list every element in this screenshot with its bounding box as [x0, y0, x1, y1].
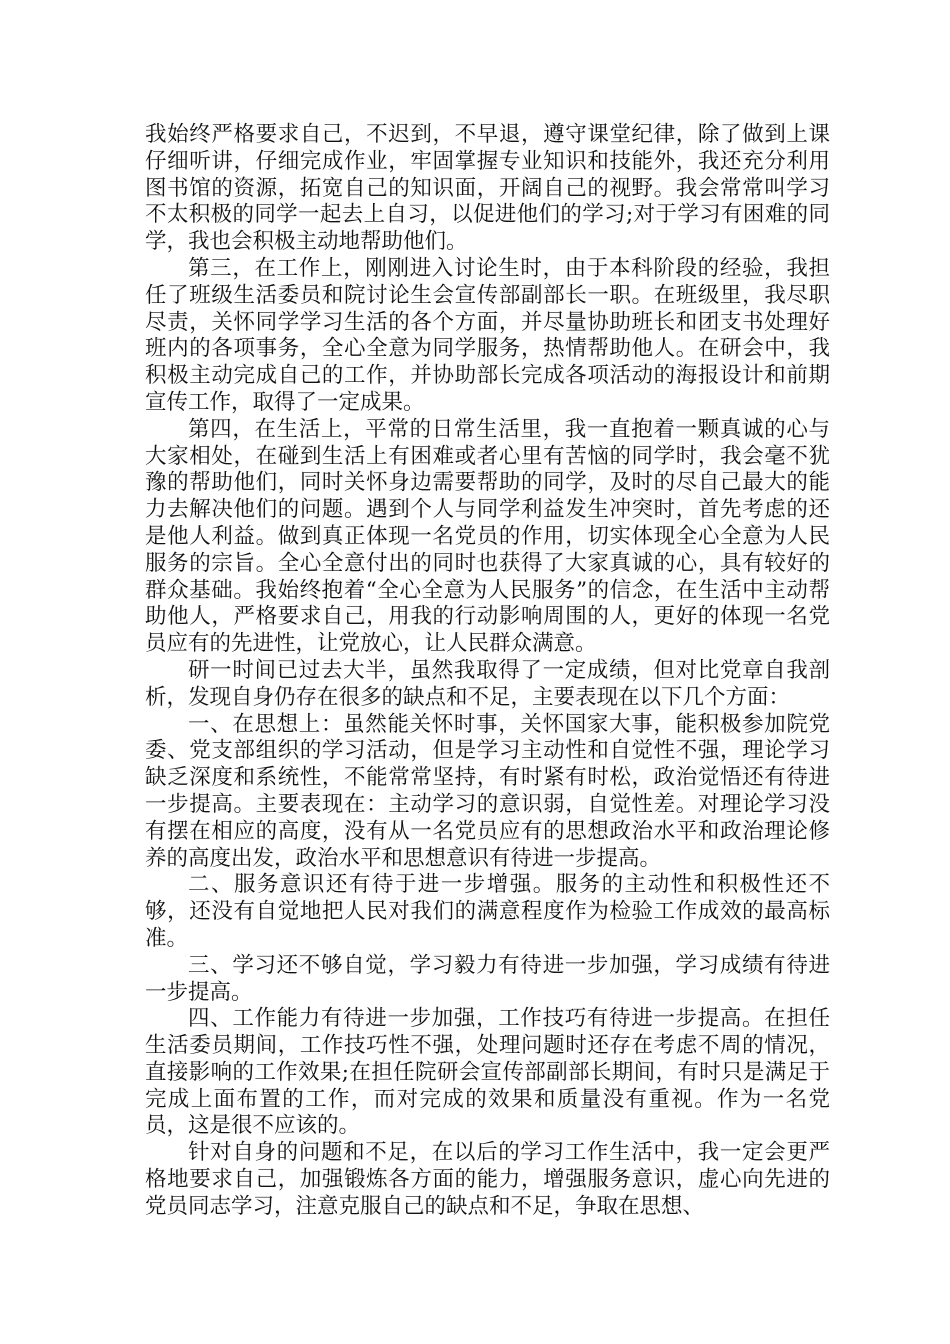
paragraph-shortcoming-thought: 一、在思想上：虽然能关怀时事，关怀国家大事，能积极参加院党委、党支部组织的学习活动，但是学习主动性和自觉性不强，理论学习缺乏深度和系统性，不能常常坚持，有时紧有时松，政治觉悟还有待进一步提高。主要表现在：主动学习的意识弱，自觉性差。对理论学习没有摆在相应的高度，没有从一名党员应有的思想政治水平和政治理论修养的高度出发，政治水平和思想意识有待进一步提高。	[145, 711, 830, 871]
paragraph-shortcoming-work: 四、工作能力有待进一步加强，工作技巧有待进一步提高。在担任生活委员期间，工作技巧性不强，处理问题时还存在考虑不周的情况，直接影响的工作效果;在担任院研会宣传部副部长期间，有时只是满足于完成上面布置的工作，而对完成的效果和质量没有重视。作为一名党员，这是很不应该的。	[145, 1006, 830, 1139]
paragraph-life: 第四，在生活上，平常的日常生活里，我一直抱着一颗真诚的心与大家相处，在碰到生活上有困难或者心里有苦恼的同学时，我会毫不犹豫的帮助他们，同时关怀身边需要帮助的同学，及时的尽自己最大的能力去解决他们的问题。遇到个人与同学利益发生冲突时，首先考虑的还是他人利益。做到真正体现一名党员的作用，切实体现全心全意为人民服务的宗旨。全心全意付出的同时也获得了大家真诚的心，具有较好的群众基础。我始终抱着“全心全意为人民服务”的信念，在生活中主动帮助他人，严格要求自己，用我的行动影响周围的人，更好的体现一名党员应有的先进性，让党放心，让人民群众满意。	[145, 416, 830, 657]
paragraph-shortcoming-study: 三、学习还不够自觉，学习毅力有待进一步加强，学习成绩有待进一步提高。	[145, 952, 830, 1005]
paragraph-continued: 我始终严格要求自己，不迟到，不早退，遵守课堂纪律，除了做到上课仔细听讲，仔细完成作业，牢固掌握专业知识和技能外，我还充分利用图书馆的资源，拓宽自己的知识面，开阔自己的视野。我会常常叫学习不太积极的同学一起去上自习，以促进他们的学习;对于学习有困难的同学，我也会积极主动地帮助他们。	[145, 122, 830, 255]
document-body	[145, 122, 830, 1221]
paragraph-improvement-plan: 针对自身的问题和不足，在以后的学习工作生活中，我一定会更严格地要求自己，加强锻炼各方面的能力，增强服务意识，虚心向先进的党员同志学习，注意克服自己的缺点和不足，争取在思想、	[145, 1140, 830, 1219]
paragraph-shortcoming-service: 二、服务意识还有待于进一步增强。服务的主动性和积极性还不够，还没有自觉地把人民对我们的满意程度作为检验工作成效的最高标准。	[145, 872, 830, 951]
paragraph-work: 第三，在工作上，刚刚进入讨论生时，由于本科阶段的经验，我担任了班级生活委员和院讨论生会宣传部副部长一职。在班级里，我尽职尽责，关怀同学学习生活的各个方面，并尽量协助班长和团支书处理好班内的各项事务，全心全意为同学服务，热情帮助他人。在研会中，我积极主动完成自己的工作，并协助部长完成各项活动的海报设计和前期宣传工作，取得了一定成果。	[145, 255, 830, 415]
paragraph-self-analysis: 研一时间已过去大半，虽然我取得了一定成绩，但对比党章自我剖析，发现自身仍存在很多的缺点和不足，主要表现在以下几个方面：	[145, 657, 830, 710]
